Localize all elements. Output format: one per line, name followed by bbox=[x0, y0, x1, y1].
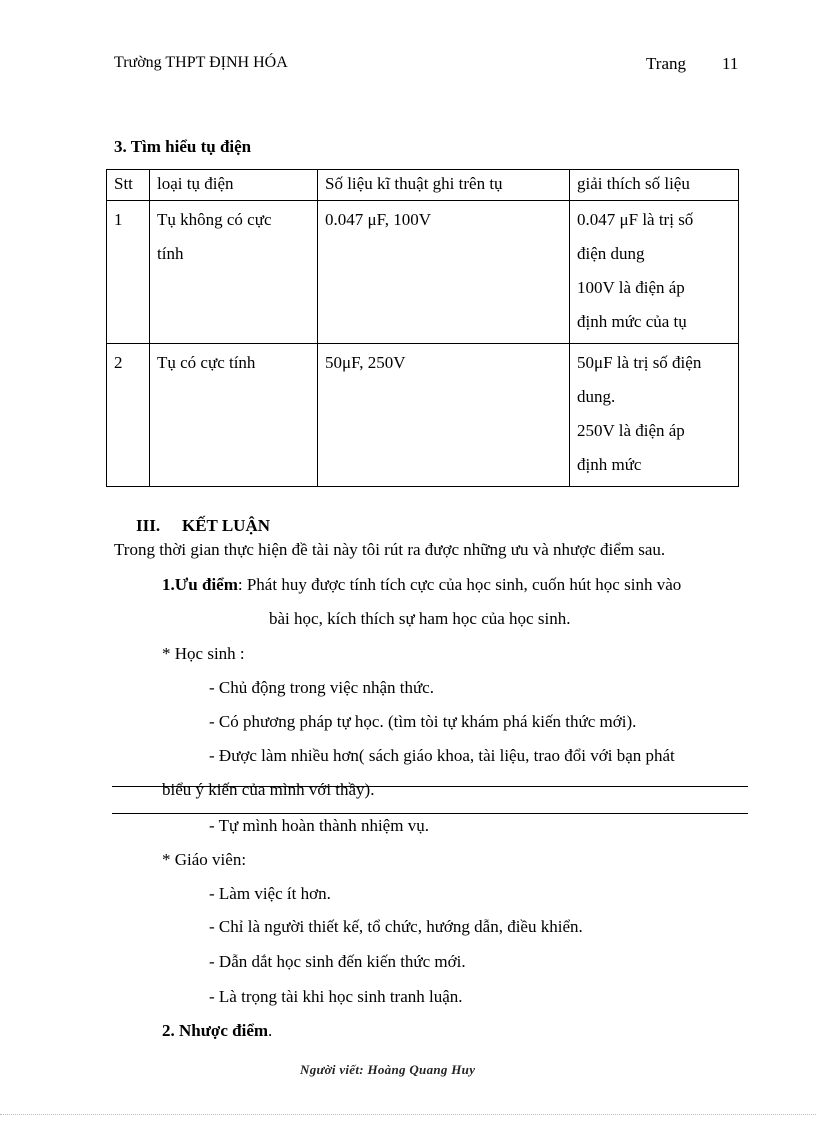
header-spec: Số liệu kĩ thuật ghi trên tụ bbox=[318, 170, 570, 201]
list-item: - Có phương pháp tự học. (tìm tòi tự khám phá kiến thức mới). bbox=[209, 712, 637, 731]
header-type: loại tụ điện bbox=[150, 170, 318, 201]
page-number: 11 bbox=[722, 54, 739, 73]
conclusion-title: KẾT LUẬN bbox=[182, 516, 271, 535]
advantage-line-2: bài học, kích thích sự ham học của học sinh. bbox=[269, 609, 571, 628]
footer-author: Người viết: Hoàng Quang Huy bbox=[300, 1062, 476, 1077]
cell-text: dung. bbox=[577, 387, 616, 406]
cell-text: 0.047 μF là trị số bbox=[577, 210, 694, 229]
cell-text: Tụ không có cực bbox=[157, 210, 272, 229]
table-row bbox=[107, 201, 739, 344]
header-stt: Stt bbox=[107, 170, 150, 201]
disadvantage-suffix: . bbox=[268, 1021, 273, 1040]
horizontal-rule bbox=[112, 813, 748, 814]
students-label: * Học sinh : bbox=[162, 644, 245, 663]
table-row bbox=[107, 344, 739, 487]
advantage-label: 1.Ưu điểm bbox=[162, 575, 238, 594]
table-header-row bbox=[107, 170, 739, 201]
cell-text: 250V là điện áp bbox=[577, 421, 685, 440]
list-item: - Là trọng tài khi học sinh tranh luận. bbox=[209, 987, 463, 1006]
page-label: Trang bbox=[646, 54, 686, 73]
list-item: - Dẫn dắt học sinh đến kiến thức mới. bbox=[209, 952, 466, 971]
disadvantage-label: 2. Nhược điểm bbox=[162, 1021, 269, 1040]
section-title: 3. Tìm hiểu tụ điện bbox=[114, 137, 252, 156]
advantage-line bbox=[162, 575, 681, 595]
cell-type bbox=[150, 201, 318, 344]
teacher-label: * Giáo viên: bbox=[162, 850, 247, 869]
cell-type bbox=[150, 344, 318, 487]
cell-text: điện dung bbox=[577, 244, 645, 263]
conclusion-heading bbox=[136, 516, 270, 536]
cell-text: tính bbox=[157, 244, 184, 263]
school-name: Trường THPT ĐỊNH HÓA bbox=[114, 54, 288, 71]
disadvantage-heading bbox=[162, 1021, 272, 1041]
capacitor-table bbox=[106, 169, 739, 487]
cell-stt: 1 bbox=[107, 201, 150, 344]
cell-spec: 0.047 μF, 100V bbox=[318, 201, 570, 344]
conclusion-number: III. bbox=[136, 516, 161, 535]
list-item: - Chỉ là người thiết kế, tổ chức, hướng dẫn, điều khiển. bbox=[209, 917, 583, 936]
page-bottom-border bbox=[0, 1114, 816, 1115]
list-item: - Chủ động trong việc nhận thức. bbox=[209, 678, 434, 697]
cell-text: 50μF là trị số điện bbox=[577, 353, 702, 372]
header-explain: giải thích số liệu bbox=[570, 170, 739, 201]
cell-explain bbox=[570, 201, 739, 344]
cell-stt: 2 bbox=[107, 344, 150, 487]
cell-text: 100V là điện áp bbox=[577, 278, 685, 297]
list-item: - Làm việc ít hơn. bbox=[209, 884, 331, 903]
cell-text: định mức của tụ bbox=[577, 312, 687, 331]
cell-explain bbox=[570, 344, 739, 487]
cell-text: Tụ có cực tính bbox=[157, 353, 256, 372]
list-item: - Được làm nhiều hơn( sách giáo khoa, tài liệu, trao đổi với bạn phát bbox=[209, 746, 675, 765]
advantage-text: : Phát huy được tính tích cực của học sinh, cuốn hút học sinh vào bbox=[237, 575, 682, 594]
cell-spec: 50μF, 250V bbox=[318, 344, 570, 487]
conclusion-intro: Trong thời gian thực hiện đề tài này tôi rút ra được những ưu và nhược điểm sau. bbox=[114, 540, 666, 559]
list-item-continuation: biểu ý kiến của mình với thầy). bbox=[162, 780, 375, 799]
list-item: - Tự mình hoàn thành nhiệm vụ. bbox=[209, 816, 429, 835]
cell-text: định mức bbox=[577, 455, 642, 474]
